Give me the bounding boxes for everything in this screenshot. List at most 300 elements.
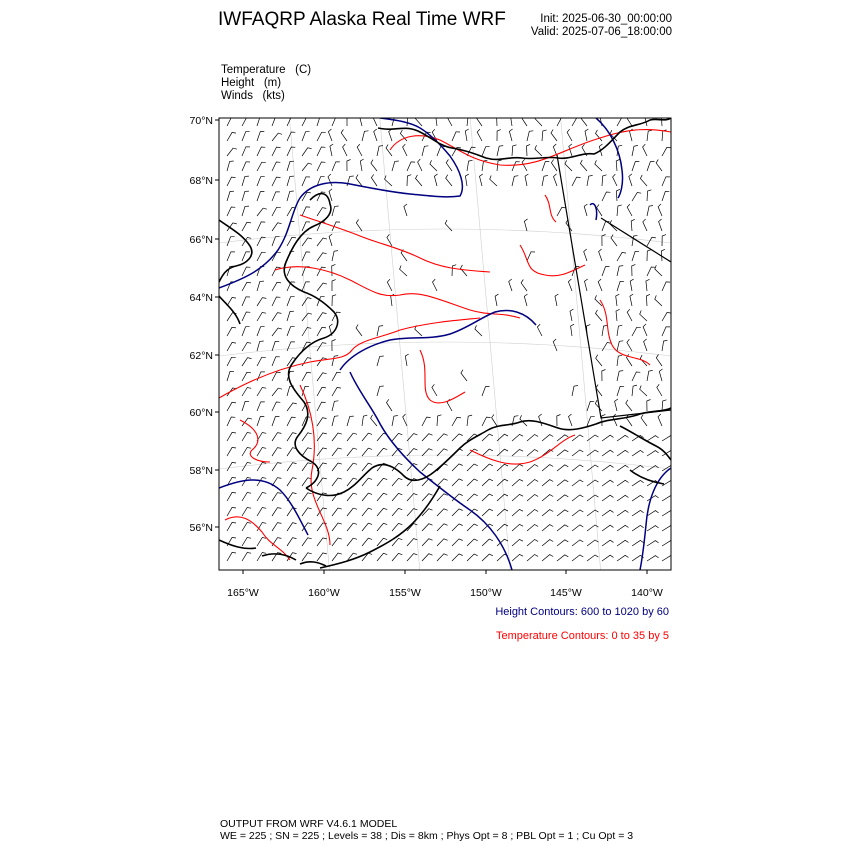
wind-barb (662, 556, 674, 561)
wind-barb (557, 435, 568, 441)
wind-barb (602, 450, 614, 456)
wind-barb (272, 133, 282, 141)
wind-barb (587, 450, 598, 456)
wind-barb (227, 552, 236, 561)
wind-barb (317, 418, 327, 426)
wind-barb (317, 208, 326, 216)
wind-barb (632, 193, 641, 202)
wind-barb (509, 279, 512, 291)
wind-barb (527, 555, 538, 562)
wind-barb (551, 130, 557, 141)
wind-barb (587, 555, 598, 561)
wind-barb (317, 433, 327, 441)
wind-barb (482, 387, 490, 397)
wind-barb (387, 399, 393, 411)
wind-barb (512, 494, 523, 501)
wind-barb (347, 493, 357, 501)
wind-barb (227, 522, 236, 531)
wind-barb (629, 174, 632, 186)
wind-barb (557, 540, 568, 546)
wind-barb (437, 479, 448, 486)
wind-barb (632, 327, 641, 336)
wind-barb (524, 294, 527, 306)
wind-barb (495, 294, 498, 306)
wind-barb (527, 510, 538, 517)
wind-barb (627, 339, 632, 351)
wind-barb (512, 464, 523, 471)
wind-barb (437, 554, 448, 561)
wind-barb (242, 176, 249, 186)
wind-barb (257, 298, 266, 306)
wind-barb (386, 145, 392, 156)
wind-barb (242, 117, 251, 126)
wind-barb (447, 114, 452, 126)
wind-barb (467, 115, 472, 126)
wind-barb (527, 144, 531, 156)
wind-barb (360, 159, 363, 171)
wind-barb (632, 525, 644, 531)
wind-barb (257, 553, 266, 562)
wind-barb (302, 448, 312, 456)
wind-barb (328, 174, 332, 186)
wind-barb (537, 324, 542, 336)
wind-barb (542, 495, 553, 501)
wind-barb (662, 177, 670, 186)
map-title: IWFAQRP Alaska Real Time WRF (218, 9, 506, 30)
wind-barb (373, 114, 377, 126)
wind-barb (482, 449, 493, 456)
wind-barb (542, 480, 553, 486)
wind-barb (332, 356, 338, 366)
wind-barb (535, 145, 542, 156)
wind-barb (632, 480, 644, 486)
wind-barb (467, 524, 478, 531)
wind-barb (257, 538, 266, 547)
wind-barb (302, 553, 312, 561)
wind-barb (272, 192, 280, 201)
wind-barb (615, 399, 618, 411)
lon-label: 155°W (389, 587, 421, 599)
temperature-contour (520, 245, 585, 276)
wind-barb (497, 130, 501, 141)
wind-barb (617, 435, 629, 441)
wind-barb (405, 354, 408, 366)
legend-height-contours: Height Contours: 600 to 1020 by 60 (495, 606, 669, 618)
wind-barb (227, 402, 236, 411)
wind-barb (482, 434, 493, 441)
field-winds: Winds (kts) (221, 90, 285, 102)
wind-barb (341, 130, 347, 142)
wind-barb (332, 448, 342, 456)
wind-barb (257, 523, 266, 532)
wind-barb (272, 448, 281, 456)
wind-barb (580, 160, 587, 171)
wind-barb (407, 494, 417, 502)
wind-barb (242, 282, 251, 291)
wind-barb (436, 114, 440, 126)
wind-barb (602, 480, 614, 486)
wind-barb (446, 160, 452, 172)
wind-barb (497, 509, 508, 516)
wind-barb (527, 465, 538, 472)
wind-barb (287, 403, 297, 411)
wind-barb (302, 538, 312, 546)
wind-barb (377, 523, 387, 531)
wind-barb (480, 174, 483, 186)
wind-barb (287, 478, 297, 486)
wind-barb (287, 161, 294, 171)
lat-label: 58°N (189, 465, 213, 477)
wind-barb (227, 357, 236, 366)
lat-label: 62°N (189, 350, 213, 362)
temperature-contour (545, 195, 556, 222)
wind-barb (272, 417, 279, 427)
wind-barb (572, 480, 583, 486)
lat-label: 64°N (189, 292, 213, 304)
wind-barb (407, 449, 417, 457)
wind-barb (572, 465, 583, 471)
wind-barb (587, 495, 598, 501)
wind-barb (587, 401, 594, 411)
wind-barb (362, 508, 372, 516)
wind-barb (647, 511, 659, 516)
wind-barb (602, 495, 614, 501)
meridian (561, 118, 601, 570)
wind-barb (584, 204, 587, 216)
wind-barb (317, 313, 327, 321)
wind-barb (599, 249, 602, 261)
wind-barb (617, 540, 629, 546)
meridian (470, 118, 510, 570)
wind-barb (347, 433, 357, 441)
wind-barb (227, 492, 236, 501)
temperature-contours (219, 130, 671, 560)
wind-barb (482, 147, 490, 156)
height-contour (596, 118, 623, 198)
wind-barb (392, 523, 402, 531)
wind-barb (332, 280, 336, 291)
wind-barb (602, 555, 614, 561)
wind-barb (655, 295, 662, 306)
wind-barb (617, 510, 629, 516)
wind-barb (257, 402, 265, 411)
wind-barb (572, 117, 581, 126)
wind-barb (332, 162, 340, 171)
wind-barb (272, 282, 281, 291)
lon-label: 150°W (470, 587, 502, 599)
wind-barb (242, 222, 251, 231)
wind-barb (437, 524, 448, 531)
wind-barb (617, 341, 623, 351)
wind-barb (581, 115, 587, 126)
wind-barb (617, 252, 626, 261)
wind-barb (647, 436, 659, 441)
wind-barb (565, 160, 572, 171)
wind-barb (662, 526, 674, 531)
wind-barb (482, 509, 493, 516)
wind-barb (332, 264, 336, 276)
wind-barb (377, 433, 387, 441)
wind-barb (512, 539, 523, 546)
wind-barb (509, 129, 512, 141)
wind-barb (437, 434, 448, 441)
wind-barb (613, 174, 617, 186)
wind-barb (302, 433, 312, 441)
wind-barb (347, 160, 351, 172)
wind-barb (482, 417, 491, 426)
wind-barb (272, 162, 280, 171)
wind-barb (287, 311, 294, 321)
lon-label: 165°W (227, 587, 259, 599)
wind-barb (662, 496, 674, 501)
wind-barb (257, 417, 264, 427)
wind-barb (227, 342, 236, 351)
wind-barb (647, 250, 651, 261)
wind-barb (422, 554, 433, 561)
wind-barb (287, 297, 295, 306)
wind-barb (524, 219, 527, 231)
wind-barb (257, 252, 266, 261)
wind-barb (377, 448, 387, 456)
wind-barb (347, 115, 351, 127)
wind-barb (362, 433, 372, 441)
wind-barb (497, 449, 508, 456)
wind-barb (632, 465, 644, 471)
wind-barb (389, 129, 392, 141)
wind-barb (330, 144, 333, 156)
wind-barb (272, 357, 280, 366)
wind-barb (617, 525, 629, 531)
wind-barb (617, 555, 629, 561)
wind-barb (287, 191, 294, 201)
wind-barb (317, 283, 327, 291)
wind-barb (302, 493, 312, 501)
lat-label: 56°N (189, 522, 213, 534)
wind-barb (392, 508, 402, 516)
wind-barb (527, 480, 538, 487)
wind-barb (512, 449, 523, 456)
wind-barb (557, 495, 568, 501)
wind-barb (272, 328, 282, 336)
wind-barb (317, 538, 327, 546)
lon-label: 140°W (631, 587, 663, 599)
wind-barb (272, 147, 281, 156)
wind-barb (587, 510, 598, 516)
wind-barb (640, 311, 647, 322)
wind-barb (617, 495, 629, 501)
wind-barb (542, 540, 553, 546)
wind-barb (657, 384, 662, 396)
wind-barb (332, 553, 342, 561)
wind-barb (646, 279, 650, 291)
wind-barb (302, 372, 311, 381)
wind-barb (257, 341, 264, 351)
wind-barb (432, 384, 437, 396)
wind-barb (452, 554, 463, 561)
wind-barb (317, 327, 326, 336)
wind-barb (452, 417, 461, 426)
wind-barb (585, 129, 588, 141)
wind-barb (647, 400, 651, 412)
wind-barb (272, 402, 280, 411)
wind-barb (377, 386, 384, 396)
wind-barb (272, 372, 281, 381)
wind-barb (647, 541, 659, 546)
wind-barb (227, 327, 236, 336)
wind-barb (347, 523, 357, 531)
footer-config: WE = 225 ; SN = 225 ; Levels = 38 ; Dis = 8km ; Phys Opt = 8 ; PBL Opt = 1 ; Cu Opt = 3 (220, 830, 634, 842)
wind-barb (587, 465, 598, 471)
lat-label: 68°N (189, 175, 213, 187)
wind-barb (557, 525, 568, 531)
wind-barb (662, 191, 669, 201)
wind-barb (527, 540, 538, 547)
wind-barb (632, 540, 644, 546)
wind-barb (467, 464, 478, 471)
coastline-north-slope (378, 118, 671, 159)
wind-barb (512, 145, 517, 156)
wind-barb (632, 146, 638, 157)
wind-barb (617, 205, 622, 216)
height-contour (219, 118, 462, 288)
wind-barb (242, 448, 251, 457)
wind-barb (569, 144, 572, 156)
wind-barb (467, 415, 472, 426)
wind-barb (242, 327, 250, 336)
wind-barb (404, 204, 407, 216)
wind-barb (272, 433, 281, 441)
wind-barb (422, 524, 433, 531)
wind-barb (542, 510, 553, 516)
wind-barb (512, 509, 523, 516)
wind-barb (227, 447, 236, 456)
wind-barb (557, 415, 561, 427)
wind-barb (317, 553, 327, 561)
wind-barb (434, 174, 437, 186)
wind-barb (257, 508, 266, 517)
wind-barb (617, 117, 626, 126)
wind-barb (257, 313, 266, 322)
wind-barb (392, 478, 402, 486)
wind-barb (347, 508, 357, 516)
wind-barb (332, 463, 342, 471)
wind-barb (512, 479, 523, 486)
wind-barb (572, 386, 578, 397)
wind-barb (482, 494, 493, 501)
province-border (601, 218, 671, 262)
height-contour (590, 204, 597, 220)
wind-barb (302, 252, 310, 261)
wind-barb (347, 463, 357, 471)
wind-barb (377, 478, 387, 486)
wind-barb (317, 343, 326, 351)
wind-barbs (227, 114, 674, 561)
temperature-contour (219, 318, 480, 398)
wind-barb (482, 554, 493, 561)
wind-barb (631, 219, 635, 231)
wind-barb (430, 160, 437, 171)
wind-barb (347, 538, 357, 546)
wind-barb (527, 525, 538, 532)
wind-barb (332, 206, 339, 216)
wind-barb (616, 309, 620, 321)
wind-barb (437, 509, 448, 516)
wind-barb (572, 510, 583, 516)
wind-barb (287, 176, 294, 186)
wind-barb (287, 267, 295, 276)
wind-barb (257, 192, 264, 202)
wind-barb (512, 524, 523, 531)
wind-barb (242, 372, 251, 381)
wind-barb (542, 162, 549, 172)
wind-barb (617, 371, 623, 381)
wind-barb (643, 219, 647, 231)
init-time: Init: 2025-06-30_00:00:00 (540, 13, 672, 25)
wind-barb (497, 114, 501, 126)
wind-barb (400, 266, 407, 277)
wind-barb (422, 146, 428, 156)
wind-barb (257, 388, 266, 397)
wind-barb (632, 372, 640, 381)
wind-barb (377, 508, 387, 516)
wind-barb (242, 162, 250, 171)
wind-barb (242, 312, 250, 321)
wind-barb (418, 159, 422, 171)
wind-barb (658, 414, 662, 426)
wind-barb (521, 280, 527, 292)
wind-barb (302, 207, 310, 216)
wind-barb (302, 508, 312, 516)
wind-barb (362, 448, 372, 456)
wind-barb (287, 538, 297, 546)
wind-barb (647, 526, 659, 531)
legend-temperature-contours: Temperature Contours: 0 to 35 by 5 (495, 630, 669, 642)
wind-barb (332, 295, 336, 306)
wind-barb (302, 238, 312, 246)
wind-barb (661, 249, 665, 261)
wind-barb (242, 538, 251, 547)
wind-barb (317, 238, 327, 246)
wind-barb (452, 524, 463, 531)
wind-barb (332, 372, 341, 381)
wind-barb (467, 479, 478, 486)
wind-barb (616, 294, 620, 306)
wind-barb (362, 131, 369, 141)
wind-barb (360, 114, 363, 126)
wind-barb (557, 465, 568, 471)
wind-barb (659, 219, 662, 231)
wind-barb (392, 433, 402, 441)
wind-barb (452, 509, 463, 516)
wind-barb (467, 539, 478, 546)
wind-barb (557, 510, 568, 516)
wind-barb (632, 450, 644, 456)
wind-barb (617, 281, 624, 291)
wind-barb (647, 162, 654, 172)
wind-barb (377, 493, 387, 501)
wind-barb (512, 162, 520, 171)
wind-barb (542, 176, 548, 187)
wind-barb (611, 235, 617, 246)
wind-barb (242, 433, 251, 442)
wind-barb (662, 541, 674, 546)
wind-barb (617, 355, 622, 366)
wind-barb (551, 159, 557, 171)
wind-barb (452, 464, 463, 471)
wind-barb (643, 144, 647, 156)
wind-barb (356, 175, 362, 186)
wind-barb (595, 160, 602, 171)
